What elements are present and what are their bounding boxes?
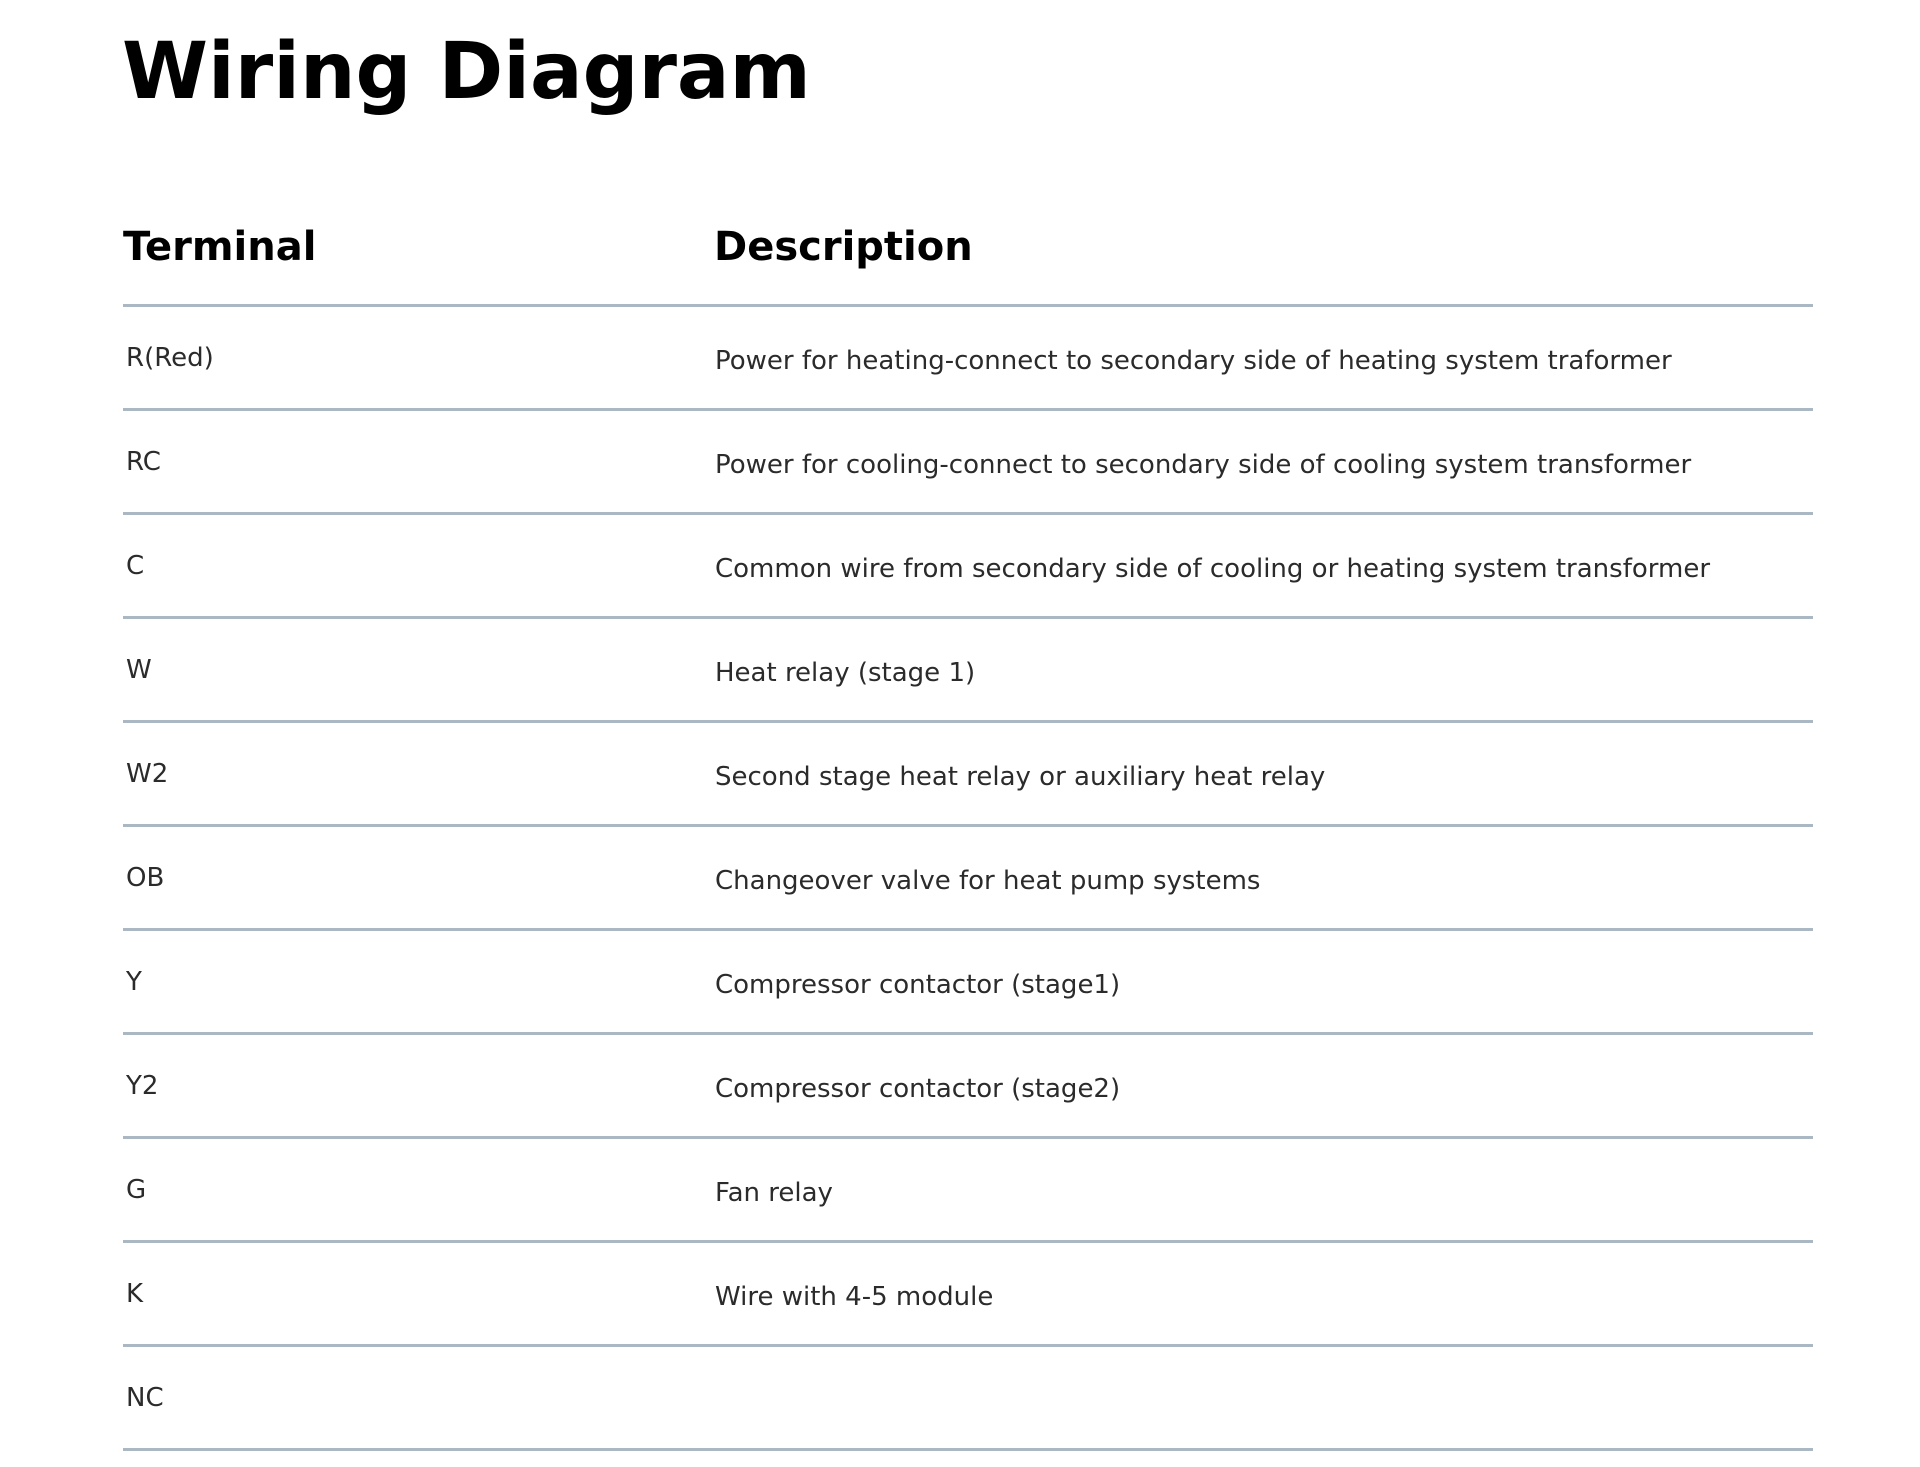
terminal-cell: W2: [126, 759, 169, 789]
table-row: [123, 1243, 1813, 1347]
table-row: [123, 307, 1813, 411]
terminal-cell: Y2: [126, 1071, 159, 1101]
description-cell: Power for cooling-connect to secondary side of cooling system transformer: [715, 450, 1692, 480]
table-row: [123, 1139, 1813, 1243]
description-cell: Second stage heat relay or auxiliary heat relay: [715, 762, 1326, 792]
terminal-cell: NC: [126, 1383, 164, 1413]
description-cell: Fan relay: [715, 1178, 833, 1208]
description-cell: Power for heating-connect to secondary side of heating system traformer: [715, 346, 1672, 376]
description-cell: Heat relay (stage 1): [715, 658, 976, 688]
terminal-cell: Y: [126, 967, 142, 997]
terminal-cell: OB: [126, 863, 165, 893]
wiring-table: [123, 200, 1813, 1451]
terminal-column-header: Terminal: [123, 224, 317, 270]
table-row: [123, 515, 1813, 619]
table-header-row: [123, 200, 1813, 307]
terminal-cell: W: [126, 655, 152, 685]
description-column-header: Description: [714, 224, 973, 270]
terminal-cell: R(Red): [126, 343, 214, 373]
table-row: [123, 1035, 1813, 1139]
description-cell: Changeover valve for heat pump systems: [715, 866, 1261, 896]
page-title: Wiring Diagram: [122, 27, 811, 117]
table-row: [123, 411, 1813, 515]
description-cell: Compressor contactor (stage2): [715, 1074, 1121, 1104]
table-row: [123, 931, 1813, 1035]
description-cell: Compressor contactor (stage1): [715, 970, 1121, 1000]
description-cell: Wire with 4-5 module: [715, 1282, 994, 1312]
terminal-cell: K: [126, 1279, 144, 1309]
table-row: [123, 1347, 1813, 1451]
terminal-cell: RC: [126, 447, 161, 477]
table-row: [123, 723, 1813, 827]
description-cell: Common wire from secondary side of cooling or heating system transformer: [715, 554, 1711, 584]
terminal-cell: G: [126, 1175, 147, 1205]
table-row: [123, 619, 1813, 723]
table-row: [123, 827, 1813, 931]
terminal-cell: C: [126, 551, 145, 581]
